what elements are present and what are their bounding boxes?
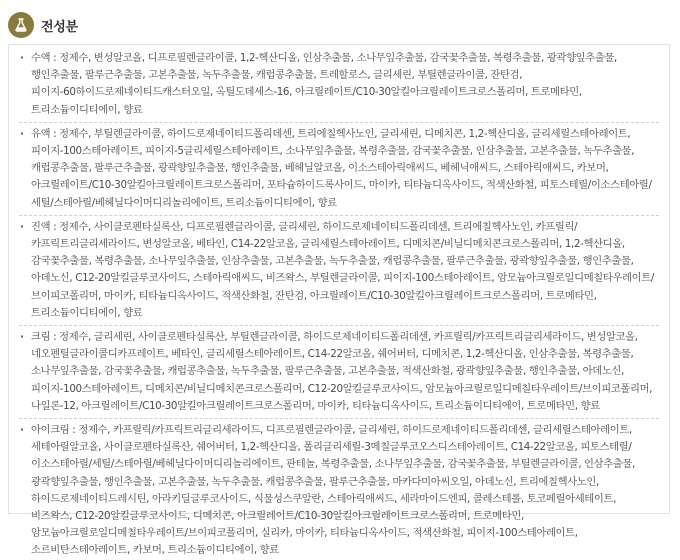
flask-icon — [13, 17, 29, 33]
ingredient-section-eye-cream: · 아이크림 : 정제수, 카프릴릭/카프릭트리글리세라이드, 디프로필렌글라이콜, 글리세린, 하이드로제네이티드폴리데센, 글리세릴스테아레이트, 세테아릴알코올, 사이클로펜타실록산, 쉐어버터, 1,2-헥산디올, 폴리글리세릴-3메칠글루코오스디스테아레이트, C14-22알코올, 피토스테릴/이소스테아릴/세틸/스테아릴/베헤닐다이머디리놀리에이트, 판테놀, 복령추출물, 소나무잎추출물, 감국꽃추출물, 부틸렌글라이콜, 인삼추출물, 광곽향잎추출물, 행인추출물, 고본추출물, 녹두추출물, 캐럽콩추출물, 팔루근추출물, 마카다미아씨오일, 아데노신, 트리에칠헥사노인, 하이드로제네이티드레시틴, 아라키딜글루코사이드, 식물성스쿠알란, 스테아릭애씨드, 세라마이드엔피, 콜레스테롤, 토코페릴아세테이트, 비즈왁스, C12-20알킬글루코사이드, 디메치콘, 아크릴레이트/C10-30알킬아크릴레이트크로스폴리머, 트로메타민, 암모늄아크릴로일디메칠타우레이트/브이피코폴리머, 실리카, 마이카, 티타늄디옥사이드, 적색산화철, 피이지-100스테아레이트, 소르비탄스테아레이트, 카보머, 트리소듐이디티에이, 향료 — [19, 422, 659, 560]
section-divider — [19, 215, 659, 216]
page-title: 전성분 — [41, 19, 78, 35]
section-header — [8, 12, 78, 38]
ingredients-box — [8, 44, 670, 557]
ingredient-section-cream: · 크림 : 정제수, 글리세린, 사이클로펜타실록산, 부틸렌글라이콜, 하이드로제네이티드폴리데센, 카프릴릭/카프릭트리글리세라이드, 변성알코올, 네오펜틸글라이콜디카프레이트, 베타인, 글리세릴스테아레이트, C14-22알코올, 쉐어버터, 디메치콘, 1,2-헥산디올, 인삼추출물, 복령추출물, 소나무잎추출물, 감국꽃추출물, 캐럽콩추출물, 녹두추출물, 팔루근추출물, 고본추출물, 적색산화철, 광곽향잎추출물, 행인추출물, 아데노신, 피이지-100스테아레이트, 디메치콘/비닐디메치콘크로스폴리머, C12-20알킬글루코사이드, 암모늄아크릴로일디메칠타우레이트/브이피코폴리머, 나일론-12, 아크릴레이트/C10-30알킬아크릴레이트크로스폴리머, 마이카, 티타늄디옥사이드, 트리소듐이디티에이, 트로메타민, 향료 — [19, 329, 659, 415]
flask-badge — [8, 12, 34, 38]
ingredient-section-essence: · 진액 : 정제수, 사이클로펜타실록산, 디프로필렌글라이콜, 글리세린, 하이드로제네이티드폴리데센, 트리에칠헥사노인, 카프릴릭/카프릭트리글리세라이드, 변성알코올, 베타인, C14-22알코올, 글리세릴스테아레이트, 디메치콘/비닐디메치콘크로스폴리머, 1,2-헥산디올, 감국꽃추출물, 복령추출물, 소나무잎추출물, 인삼추출물, 고본추출물, 녹두추출물, 캐럽콩추출물, 팔루근추출물, 광곽향잎추출물, 행인추출물, 아데노신, C12-20알킬글루코사이드, 스테아릭애씨드, 비즈왁스, 부틸렌글라이콜, 피이지-100스테아레이트, 암모늄아크릴로일디메칠타우레이트/브이피코폴리머, 마이카, 티타늄디옥사이드, 적색산화철, 잔탄검, 아크릴레이트/C10-30알킬아크릴레이트크로스폴리머, 트로메타민, 트리소듐이디티에이, 향료 — [19, 219, 659, 322]
ingredient-section-emulsion: · 유액 : 정제수, 부틸렌글라이콜, 하이드로제네이티드폴리데센, 트리에칠헥사노인, 글리세린, 디메치콘, 1,2-헥산디올, 글리세릴스테아레이트, 피이지-100스테아레이트, 피이지-5글리세릴스테아레이트, 소나무잎추출물, 복령추출물, 감국꽃추출물, 인삼추출물, 고본추출물, 녹두추출물, 캐럽콩추출물, 팔루근추출물, 광곽향잎추출물, 행인추출물, 베헤닐알코올, 이소스테아릭애씨드, 베헤닉애씨드, 스테아릭애씨드, 카보머, 아크릴레이트/C10-30알킬아크릴레이트크로스폴리머, 포타슘하이드록사이드, 마이카, 티타늄디옥사이드, 적색산화철, 피토스테릴/이소스테아릴/세틸/스테아릴/베헤닐다이머디리놀리에이트, 트리소듐이디티에이, 향료 — [19, 126, 659, 212]
section-divider — [19, 325, 659, 326]
section-divider — [19, 418, 659, 419]
section-divider — [19, 122, 659, 123]
ingredient-section-toner: · 수액 : 정제수, 변성알코올, 디프로필렌글라이콜, 1,2-헥산디올, 인삼추출물, 소나무잎추출물, 감국꽃추출물, 복령추출물, 광곽향잎추출물, 행인추출물, 팔루근추출물, 고본추출물, 녹두추출물, 캐럽콩추출물, 트레할로스, 글리세린, 부틸렌글라이콜, 잔탄검, 피이지-60하이드로제네이티드캐스터오일, 옥틸도데세스-16, 아크릴레이트/C10-30알킬아크릴레이트크로스폴리머, 트로메타민, 트리소듐이디티에이, 향료 — [19, 50, 659, 119]
